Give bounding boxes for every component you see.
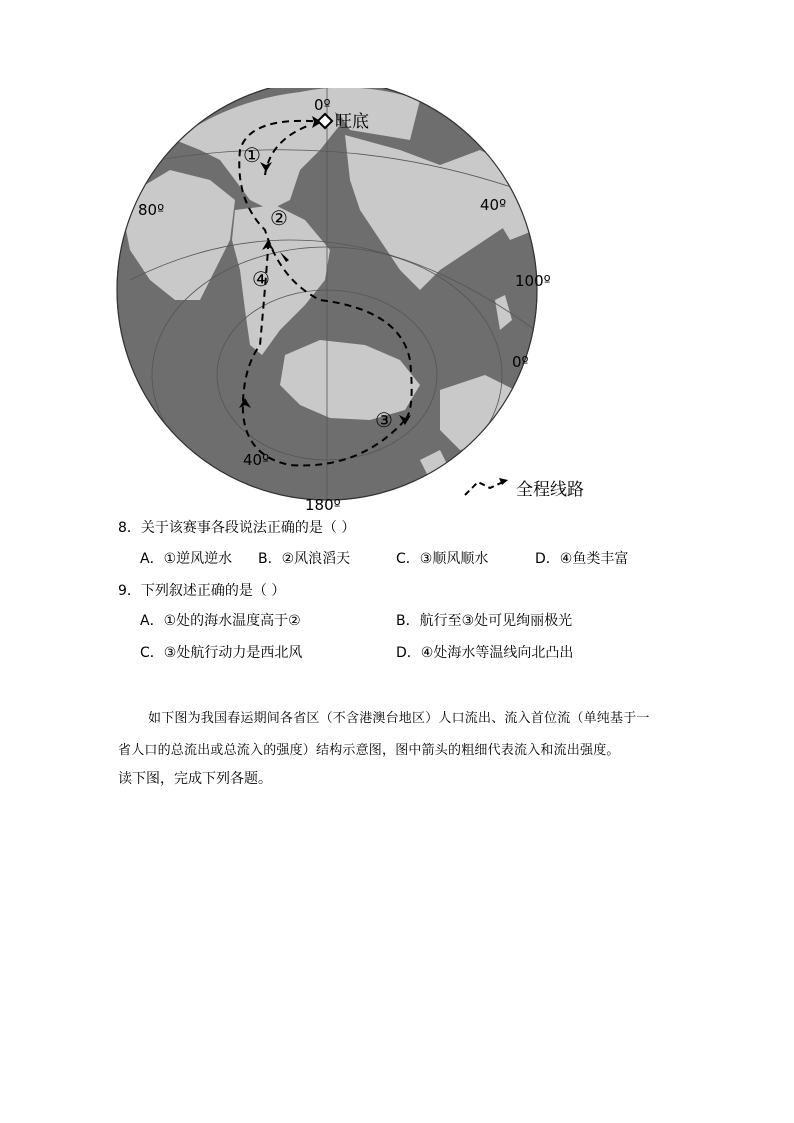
q9-option-a[interactable] bbox=[140, 612, 301, 630]
question-9-stem: 9．下列叙述正确的是（ ） bbox=[118, 583, 286, 599]
q8-option-b[interactable] bbox=[258, 550, 350, 568]
q9-option-c[interactable] bbox=[140, 644, 302, 662]
option-text: ①处的海水温度高于② bbox=[163, 613, 301, 629]
q8-option-d[interactable] bbox=[535, 550, 628, 568]
option-label: C． bbox=[396, 551, 420, 567]
globe-map bbox=[110, 88, 630, 518]
option-text: ③顺风顺水 bbox=[419, 551, 489, 567]
legend bbox=[465, 478, 584, 500]
q9-option-d[interactable] bbox=[396, 644, 573, 662]
option-text: ④处海水等温线向北凸出 bbox=[420, 645, 574, 661]
legend-route-icon bbox=[465, 482, 503, 495]
option-label: B． bbox=[396, 613, 420, 629]
label-lon-100: 100º bbox=[515, 272, 551, 290]
q8-option-c[interactable] bbox=[396, 550, 488, 568]
option-text: ④鱼类丰富 bbox=[559, 551, 629, 567]
option-label: A． bbox=[140, 613, 164, 629]
route-marker-2: ② bbox=[270, 206, 288, 230]
route-marker-4: ④ bbox=[252, 267, 270, 291]
label-lon-80: 80º bbox=[138, 201, 165, 219]
option-text: 航行至③处可见绚丽极光 bbox=[419, 613, 573, 629]
option-text: ③处航行动力是西北风 bbox=[163, 645, 303, 661]
option-label: A． bbox=[140, 551, 164, 567]
label-lat-40: 40º bbox=[243, 451, 270, 469]
question-8-stem: 8．关于该赛事各段说法正确的是（ ） bbox=[118, 520, 356, 536]
q8-option-a[interactable] bbox=[140, 550, 232, 568]
legend-label: 全程线路 bbox=[516, 480, 584, 500]
label-lat-0: 0º bbox=[512, 353, 529, 371]
passage-line-3: 读下图，完成下列各题。 bbox=[118, 771, 272, 787]
option-label: D． bbox=[535, 551, 560, 567]
passage-line-2: 省人口的总流出或总流入的强度）结构示意图，图中箭头的粗细代表流入和流出强度。 bbox=[118, 743, 620, 758]
label-lon-40: 40º bbox=[480, 196, 507, 214]
passage-line-1: 如下图为我国春运期间各省区（不含港澳台地区）人口流出、流入首位流（单纯基于一 bbox=[148, 711, 650, 726]
option-label: B． bbox=[258, 551, 282, 567]
route-marker-1: ① bbox=[243, 143, 261, 167]
route-marker-3: ③ bbox=[375, 408, 393, 432]
option-label: C． bbox=[140, 645, 164, 661]
label-wangdi: 旺底 bbox=[335, 112, 369, 132]
q9-option-b[interactable] bbox=[396, 612, 572, 630]
option-label: D． bbox=[396, 645, 421, 661]
label-lon-0-top: 0º bbox=[314, 96, 331, 114]
label-lon-180: 180º bbox=[305, 496, 341, 514]
option-text: ②风浪滔天 bbox=[281, 551, 351, 567]
option-text: ①逆风逆水 bbox=[163, 551, 233, 567]
